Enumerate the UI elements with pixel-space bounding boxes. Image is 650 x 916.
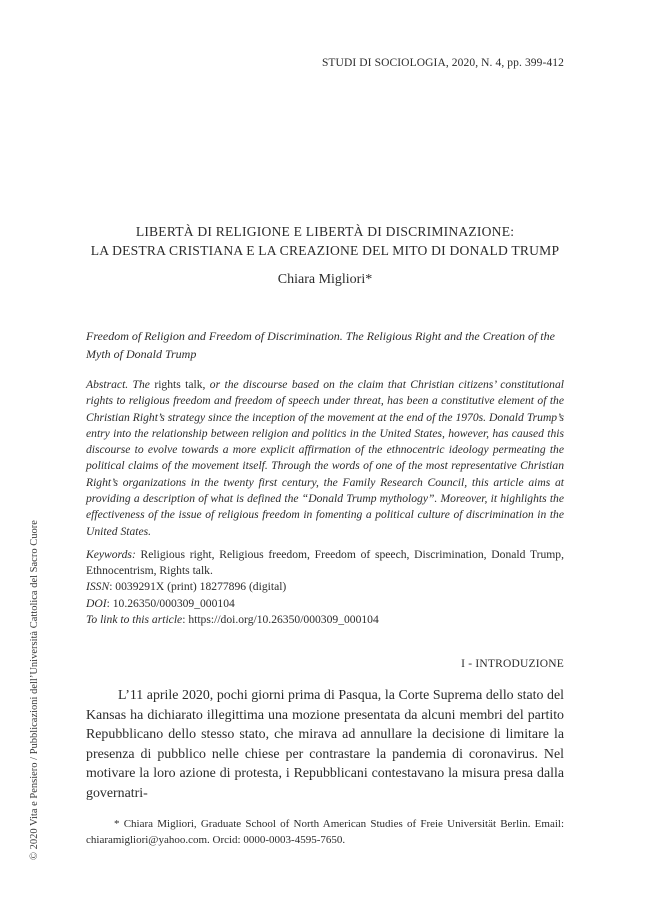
link-value[interactable]: : https://doi.org/10.26350/000309_000104 xyxy=(182,612,379,626)
english-title: Freedom of Religion and Freedom of Discrimination. The Religious Right and the Creation of the Myth of Donald Trump xyxy=(86,329,555,361)
doi-label: DOI xyxy=(86,596,107,610)
body-paragraph: L’11 aprile 2020, pochi giorni prima di Pasqua, la Corte Suprema dello stato del Kansas ha dichiarato illegittima una mozione presentata da alcuni membri del partito Repubblicano dello stesso stato, che mirava ad annullare la decisione di limitare la presenza di pubblico nelle chiese per contrastare la pandemia di coronavirus. Nel motivare la loro azione di protesta, i Repubblicani contestavano la misura presa dalla governatri- xyxy=(86,688,564,801)
author-name: Chiara Migliori* xyxy=(277,272,373,287)
abstract-upright-term: rights talk xyxy=(154,378,203,391)
abstract-text: , or the discourse based on the claim that Christian citizens’ constitutional rights to religious freedom and freedom of speech under threat, has been a constitutive element of the Christian Right’s strategy since the inception of the movement at the end of the 1970s. Donald Trump’s entry into the relationship between religion and politics in the United States, however, has caused this discourse to evolve towards a more explicit affirmation of the ethnocentric ideology permeating the political claims of the movement itself. Through the words of one of the most representative Christian Right’s organizations in the twenty first century, the Family Research Council, this article aims at providing a description of what is defined the “Donald Trump mythology”. Moreover, it highlights the effectiveness of the issue of religious freedom in fomenting a political culture of discrimination in the United States. xyxy=(86,378,564,538)
issn-label: ISSN xyxy=(86,580,110,594)
doi-value: : 10.26350/000309_000104 xyxy=(106,596,235,610)
journal-reference: STUDI DI SOCIOLOGIA, 2020, N. 4, pp. 399-412 xyxy=(321,57,564,69)
article-title-line-1: LIBERTÀ DI RELIGIONE E LIBERTÀ DI DISCRIMINAZIONE: xyxy=(135,224,515,239)
article-title-line-2: LA DESTRA CRISTIANA E LA CREAZIONE DEL MITO DI DONALD TRUMP xyxy=(90,243,560,258)
doi-line xyxy=(86,596,564,612)
issn-value: : 0039291X (print) 18277896 (digital) xyxy=(109,580,287,594)
author-footnote: * Chiara Migliori, Graduate School of North American Studies of Freie Universität Berlin. Email: chiaramigliori@yahoo.com. Orcid: 0000-0003-4595-7650. xyxy=(86,818,564,846)
keywords-line xyxy=(86,547,564,579)
abstract-lead: Abstract. The xyxy=(86,378,155,391)
abstract xyxy=(86,377,564,540)
side-copyright-note: © 2020 Vita e Pensiero / Pubblicazioni dell’Università Cattolica del Sacro Cuore xyxy=(29,520,40,860)
article-metadata xyxy=(86,547,564,628)
section-heading: I - INTRODUZIONE xyxy=(461,658,564,670)
link-line xyxy=(86,612,564,628)
issn-line xyxy=(86,579,564,595)
keywords-value: Religious right, Religious freedom, Freedom of speech, Discrimination, Donald Trump, Ethnocentrism, Rights talk. xyxy=(86,548,564,578)
keywords-label: Keywords: xyxy=(86,548,136,561)
link-label: To link to this article xyxy=(86,612,183,626)
article-title xyxy=(86,222,564,260)
